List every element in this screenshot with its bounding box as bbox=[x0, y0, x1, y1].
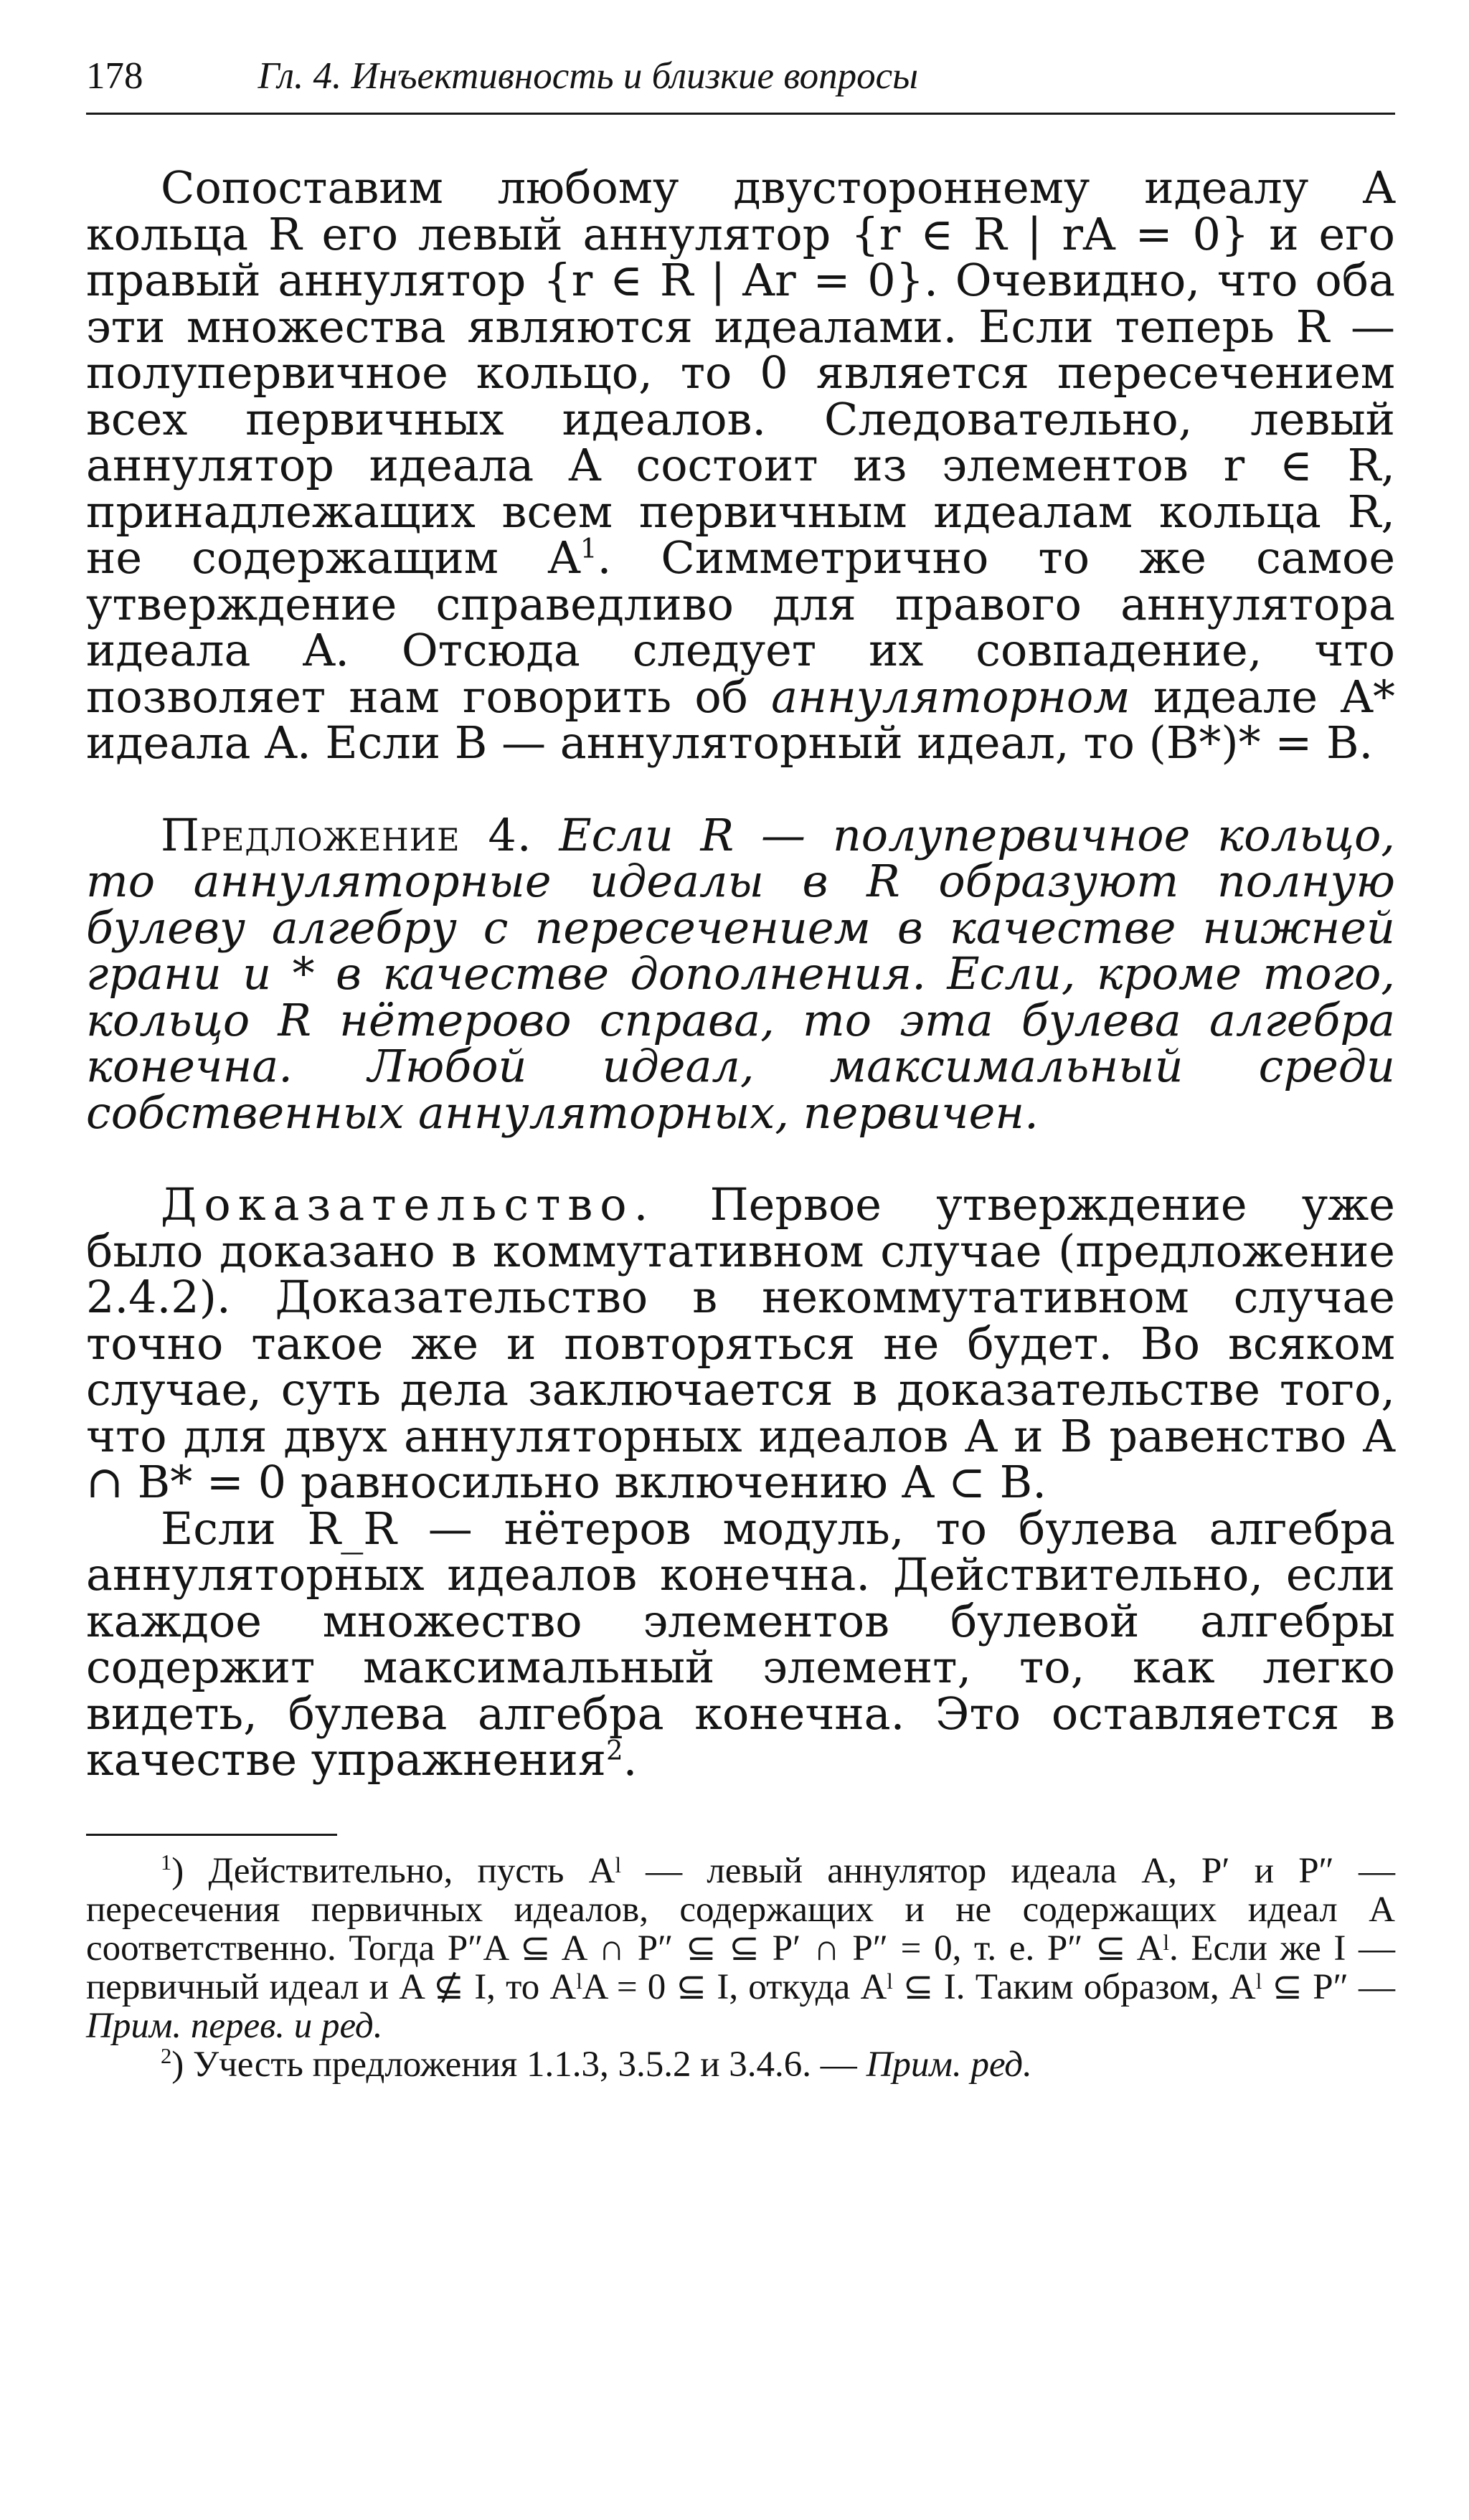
footnote-note: Прим. ред. bbox=[866, 2044, 1032, 2085]
footnote-note: Прим. перев. и ред. bbox=[86, 2005, 383, 2046]
footnote-divider bbox=[86, 1834, 337, 1836]
footnote-1 bbox=[86, 1849, 1395, 2046]
proposition-4 bbox=[86, 808, 1395, 1139]
proposition-text: Если R — полупервичное кольцо, то аннуляторные идеалы в R образуют полную булеву алгебру с пересечением в качестве нижней грани и * в качестве дополнения. Если, кроме того, кольцо R нётерово справа, то эта булева алгебра конечна. Любой идеал, максимальный среди собственных аннуляторных, первичен. bbox=[86, 808, 1395, 1139]
footnote-2 bbox=[86, 2045, 1395, 2084]
paragraph-text: Если R_R — нётеров модуль, то булева алгебра аннуляторных идеалов конечна. Действительно, если каждое множество элементов булевой алгебры содержит максимальный элемент, то, как легко видеть, булева алгебра конечна. Это оставляется в качестве упражнения bbox=[86, 1502, 1395, 1786]
paragraph-text: Сопоставим любому двустороннему идеалу A кольца R его левый аннулятор {r ∈ R | rA = 0} и его правый аннулятор {r ∈ R | Ar = 0}. Очевидно, что оба эти множества являются идеалами. Если теперь R — полупервичное кольцо, то 0 является пересечением всех первичных идеалов. Следовательно, левый аннулятор идеала A состоит из элементов r ∈ R, принадлежащих всем первичным идеалам кольца R, не содержащим A bbox=[86, 161, 1395, 584]
footnote-ref-2: 2 bbox=[606, 1734, 623, 1766]
paragraph-annihilators bbox=[86, 161, 1396, 769]
footnote-text: ) Учесть предложения 1.1.3, 3.5.2 и 3.4.6. — bbox=[171, 2044, 866, 2085]
body-text bbox=[86, 161, 1396, 1786]
footnote-text: ) Действительно, пусть Aˡ — левый аннулятор идеала A, P′ и P″ — пересечения первичных идеалов, содержащих и не содержащих идеал A соответственно. Тогда P″A ⊆ A ∩ P″ ⊆ ⊆ P′ ∩ P″ = 0, т. е. P″ ⊆ Aˡ. Если же I — первичный идеал и A ⊈ I, то AˡA = 0 ⊆ I, откуда Aˡ ⊆ I. Таким образом, Aˡ ⊆ P″ — bbox=[86, 1850, 1395, 2007]
proof-text: Первое утверждение уже было доказано в коммутативном случае (предложение 2.4.2). Доказательство в некоммутативном случае точно такое же и повторяться не будет. Во всяком случае, суть дела заключается в доказательстве того, что для двух аннуляторных идеалов A и B равенство A ∩ B* = 0 равносильно включению A ⊂ B. bbox=[86, 1178, 1395, 1508]
page-number: 178 bbox=[86, 55, 143, 97]
paragraph-text: идеале A* идеала A. Если B — аннуляторный идеал, то (B*)* = B. bbox=[86, 670, 1395, 769]
paragraph-text: . Симметрично то же самое утверждение справедливо для правого аннулятора идеала A. Отсюда следует их совпадение, что позволяет нам говорить об bbox=[86, 531, 1396, 723]
book-page bbox=[86, 57, 1395, 2084]
proof-paragraph bbox=[86, 1178, 1395, 1508]
page-header bbox=[86, 57, 1395, 115]
footnote-mark: 1 bbox=[161, 1849, 172, 1875]
proposition-label: Предложение 4. bbox=[161, 808, 532, 861]
footnote-ref-1: 1 bbox=[580, 532, 597, 564]
running-title: Гл. 4. Инъективность и близкие вопросы bbox=[258, 55, 919, 97]
term-annihilator: аннуляторном bbox=[771, 670, 1130, 723]
proof-label: Доказательство. bbox=[161, 1178, 656, 1231]
paragraph-noetherian bbox=[86, 1502, 1395, 1786]
footnote-mark: 2 bbox=[161, 2043, 172, 2068]
paragraph-text: . bbox=[623, 1733, 638, 1786]
